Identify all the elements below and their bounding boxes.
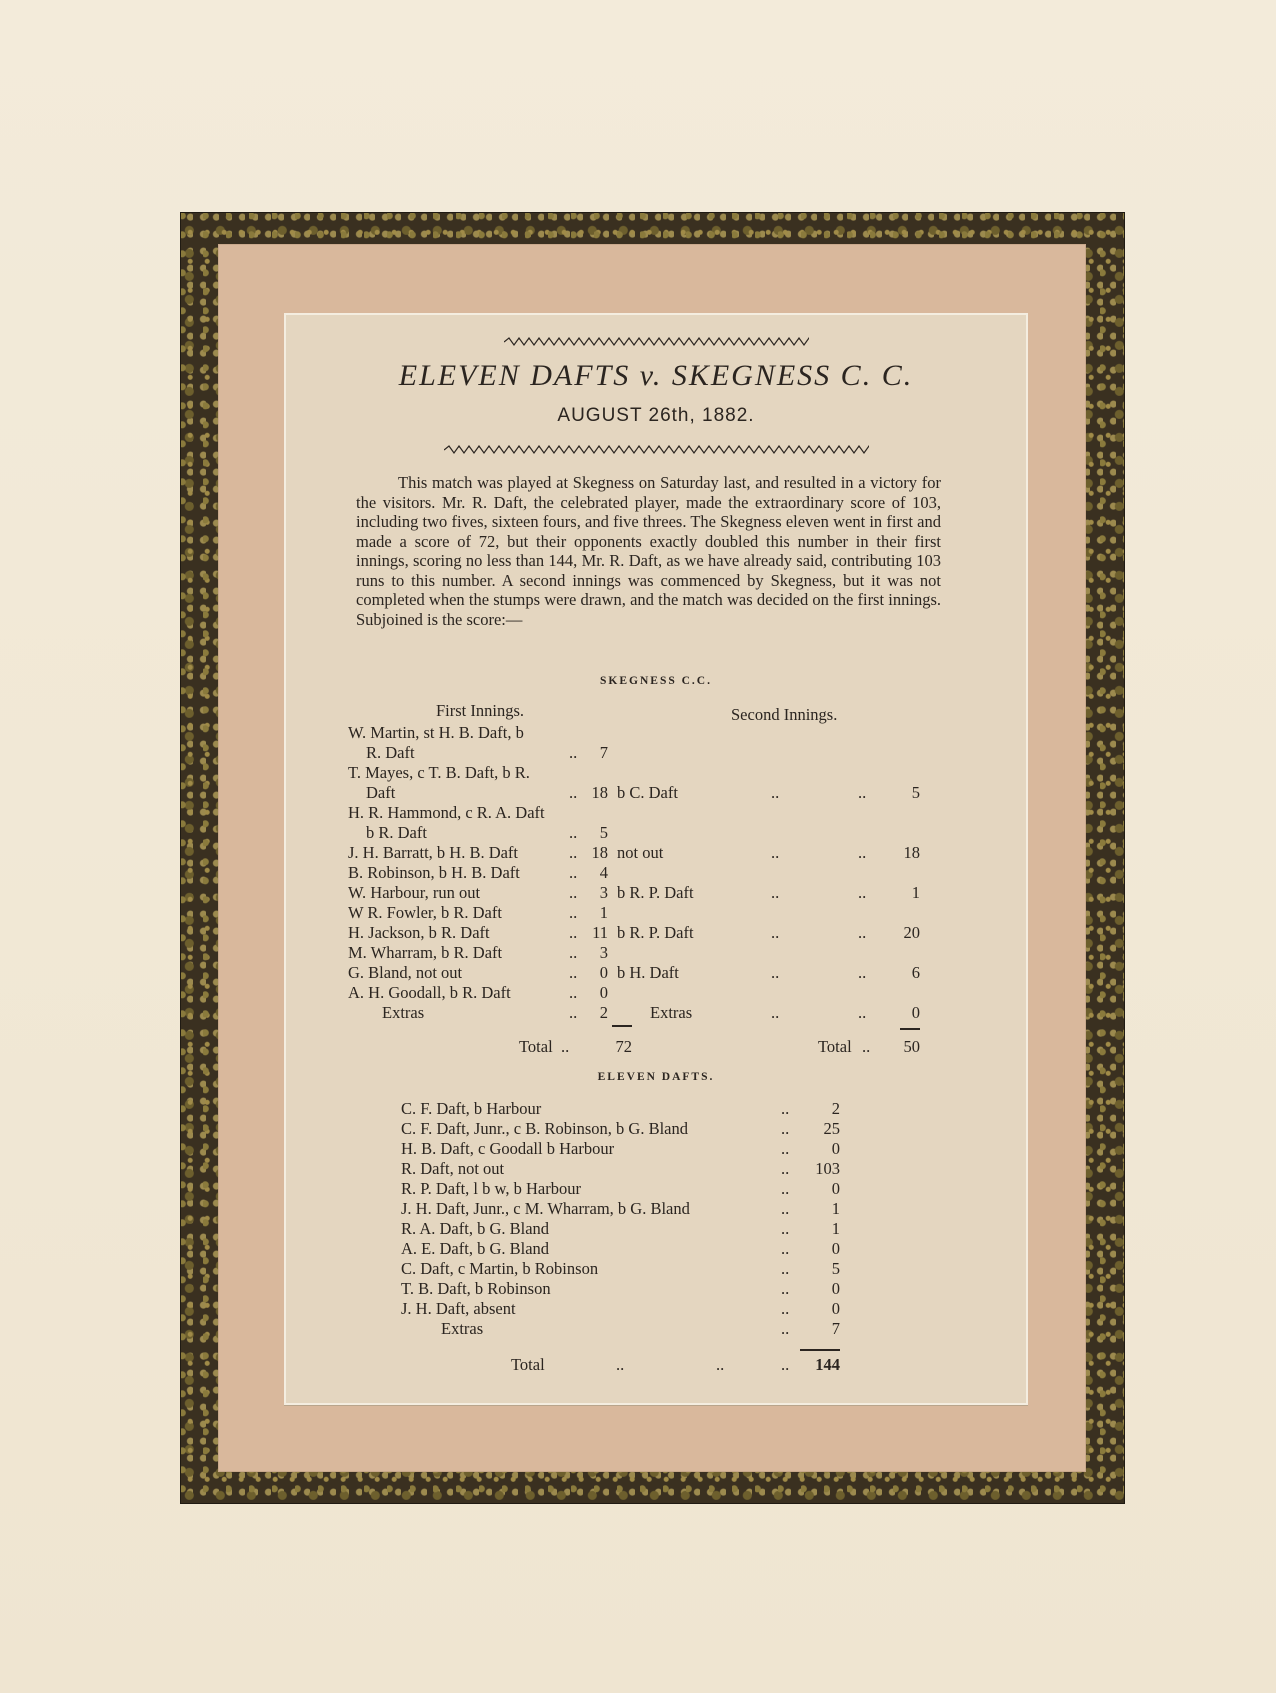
first-dots: .. — [569, 743, 578, 762]
second-dots-a: .. — [771, 883, 780, 902]
daft-batsman-row — [286, 1239, 1026, 1259]
first-innings-runs: 5 — [599, 823, 608, 842]
first-innings-runs: 7 — [599, 743, 608, 762]
batsman-name: W. Harbour, run out — [348, 883, 481, 902]
daft-runs: 0 — [831, 1179, 840, 1198]
second-dots-a: .. — [771, 783, 780, 802]
second-dots-b: .. — [858, 1003, 867, 1022]
second-innings-label: Second Innings. — [731, 705, 838, 724]
daft-runs: 0 — [831, 1279, 840, 1298]
daft-batsman-row — [286, 1319, 1026, 1339]
skegness-row — [286, 843, 1026, 863]
dafts-total-dots-3: .. — [781, 1355, 790, 1374]
daft-batsman-name: H. B. Daft, c Goodall b Harbour — [401, 1139, 615, 1158]
skegness-heading: SKEGNESS C.C. — [600, 675, 712, 687]
batsman-name: Daft — [366, 783, 396, 802]
first-innings-runs: 1 — [599, 903, 608, 922]
skegness-row-line1 — [286, 803, 1026, 823]
first-dots: .. — [569, 903, 578, 922]
daft-dots: .. — [781, 1199, 790, 1218]
eleven-dafts-heading: ELEVEN DAFTS. — [597, 1071, 715, 1083]
daft-dots: .. — [781, 1239, 790, 1258]
daft-runs: 1 — [831, 1219, 840, 1238]
dafts-total-dots-1: .. — [616, 1355, 625, 1374]
first-dots: .. — [569, 883, 578, 902]
daft-batsman-name: Extras — [441, 1319, 484, 1338]
daft-dots: .. — [781, 1299, 790, 1318]
second-innings-dismissal: not out — [617, 843, 664, 862]
batsman-name: R. Daft — [366, 743, 415, 762]
daft-batsman-row — [286, 1119, 1026, 1139]
first-innings-runs: 18 — [591, 783, 608, 802]
batsman-name: W. Martin, st H. B. Daft, b — [348, 723, 524, 742]
batsman-name: J. H. Barratt, b H. B. Daft — [348, 843, 519, 862]
daft-batsman-row — [286, 1219, 1026, 1239]
daft-batsman-name: C. Daft, c Martin, b Robinson — [401, 1259, 599, 1278]
first-dots: .. — [569, 983, 578, 1002]
daft-dots: .. — [781, 1099, 790, 1118]
batsman-name: M. Wharram, b R. Daft — [348, 943, 503, 962]
batsman-name: b R. Daft — [366, 823, 427, 842]
second-innings-runs: 0 — [911, 1003, 920, 1022]
batsman-name: H. Jackson, b R. Daft — [348, 923, 490, 942]
second-innings-runs: 1 — [911, 883, 920, 902]
daft-runs: 2 — [831, 1099, 840, 1118]
skegness-row — [286, 743, 1026, 763]
skegness-row — [286, 1003, 1026, 1023]
skegness-row — [286, 783, 1026, 803]
skegness-total-row — [286, 1037, 1026, 1057]
daft-batsman-row — [286, 1259, 1026, 1279]
daft-batsman-name: T. B. Daft, b Robinson — [401, 1279, 551, 1298]
skegness-row — [286, 983, 1026, 1003]
daft-dots: .. — [781, 1319, 790, 1338]
batsman-name: A. H. Goodall, b R. Daft — [348, 983, 511, 1002]
first-dots: .. — [569, 843, 578, 862]
daft-batsman-name: R. A. Daft, b G. Bland — [401, 1219, 550, 1238]
batsman-name: G. Bland, not out — [348, 963, 463, 982]
batsman-name: T. Mayes, c T. B. Daft, b R. — [348, 763, 530, 782]
first-dots: .. — [569, 963, 578, 982]
daft-batsman-row — [286, 1099, 1026, 1119]
total-dots: .. — [561, 1037, 570, 1056]
match-date: AUGUST 26th, 1882. — [557, 405, 755, 426]
second-dots-b: .. — [858, 923, 867, 942]
daft-dots: .. — [781, 1279, 790, 1298]
daft-dots: .. — [781, 1259, 790, 1278]
total-second-innings: 50 — [903, 1037, 920, 1056]
total-label: Total — [519, 1037, 553, 1056]
first-innings-total-rule — [612, 1025, 632, 1027]
scorecard-page — [284, 313, 1028, 1405]
daft-batsman-name: J. H. Daft, absent — [401, 1299, 516, 1318]
first-dots: .. — [569, 943, 578, 962]
batsman-name: W R. Fowler, b R. Daft — [348, 903, 502, 922]
total-first-innings: 72 — [615, 1037, 632, 1056]
second-dots-b: .. — [858, 963, 867, 982]
second-dots-a: .. — [771, 843, 780, 862]
skegness-row — [286, 883, 1026, 903]
second-innings-runs: 6 — [911, 963, 920, 982]
second-dots-a: .. — [771, 923, 780, 942]
second-dots-a: .. — [771, 963, 780, 982]
first-innings-runs: 3 — [599, 943, 608, 962]
skegness-row — [286, 963, 1026, 983]
daft-runs: 103 — [815, 1159, 840, 1178]
second-dots-b: .. — [858, 783, 867, 802]
dafts-total-dots-2: .. — [716, 1355, 725, 1374]
first-dots: .. — [569, 863, 578, 882]
daft-batsman-name: C. F. Daft, b Harbour — [401, 1099, 542, 1118]
first-innings-runs: 3 — [599, 883, 608, 902]
second-innings-runs: 5 — [911, 783, 920, 802]
daft-runs: 1 — [831, 1199, 840, 1218]
daft-batsman-name: J. H. Daft, Junr., c M. Wharram, b G. Bland — [401, 1199, 690, 1218]
page-title: ELEVEN DAFTS v. SKEGNESS C. C. — [398, 359, 914, 392]
skegness-row — [286, 923, 1026, 943]
dafts-total-value: 144 — [815, 1355, 840, 1374]
skegness-row — [286, 903, 1026, 923]
first-innings-label: First Innings. — [436, 701, 525, 720]
daft-batsman-row — [286, 1159, 1026, 1179]
daft-batsman-row — [286, 1279, 1026, 1299]
daft-runs: 0 — [831, 1239, 840, 1258]
first-innings-runs: 11 — [592, 923, 608, 942]
daft-batsman-name: C. F. Daft, Junr., c B. Robinson, b G. Bland — [401, 1119, 688, 1138]
first-dots: .. — [569, 1003, 578, 1022]
second-dots-b: .. — [858, 843, 867, 862]
dafts-total-rule — [800, 1349, 840, 1351]
second-innings-dismissal: b R. P. Daft — [617, 883, 694, 902]
second-innings-runs: 18 — [903, 843, 920, 862]
daft-runs: 5 — [831, 1259, 840, 1278]
daft-batsman-name: A. E. Daft, b G. Bland — [401, 1239, 550, 1258]
daft-batsman-row — [286, 1139, 1026, 1159]
skegness-row — [286, 823, 1026, 843]
daft-dots: .. — [781, 1179, 790, 1198]
daft-batsman-row — [286, 1299, 1026, 1319]
batsman-name: H. R. Hammond, c R. A. Daft — [348, 803, 545, 822]
batsman-name: B. Robinson, b H. B. Daft — [348, 863, 520, 882]
first-innings-runs: 4 — [599, 863, 608, 882]
daft-batsman-name: R. P. Daft, l b w, b Harbour — [401, 1179, 581, 1198]
skegness-row-line1 — [286, 763, 1026, 783]
match-report-text: This match was played at Skegness on Saturday last, and resulted in a victory for the visitors. Mr. R. Daft, the celebrated player, made the extraordinary score of 103, including two fives, sixteen fours, and five threes. The Skegness eleven went in first and made a score of 72, but their opponents exactly doubled this number in their first innings, scoring no less than 144, Mr. R. Daft, as we have already said, contributing 103 runs to this number. A second innings was commenced by Skegness, but it was not completed when the stumps were drawn, and the match was decided on the first innings. Subjoined is the score:— — [356, 473, 941, 629]
second-innings-dismissal: b C. Daft — [617, 783, 678, 802]
total-label-second: Total — [818, 1037, 852, 1056]
daft-batsman-row — [286, 1179, 1026, 1199]
first-dots: .. — [569, 783, 578, 802]
middle-wavy-rule — [444, 445, 869, 455]
first-dots: .. — [569, 923, 578, 942]
daft-dots: .. — [781, 1159, 790, 1178]
first-innings-runs: 2 — [599, 1003, 608, 1022]
daft-batsman-row — [286, 1199, 1026, 1219]
daft-dots: .. — [781, 1219, 790, 1238]
top-wavy-rule — [504, 337, 809, 347]
skegness-row — [286, 943, 1026, 963]
second-innings-runs: 20 — [903, 923, 920, 942]
daft-batsman-name: R. Daft, not out — [401, 1159, 505, 1178]
daft-dots: .. — [781, 1119, 790, 1138]
first-dots: .. — [569, 823, 578, 842]
first-innings-runs: 18 — [591, 843, 608, 862]
second-dots-a: .. — [771, 1003, 780, 1022]
second-innings-total-rule — [900, 1028, 920, 1030]
batsman-name: Extras — [382, 1003, 425, 1022]
first-innings-runs: 0 — [599, 963, 608, 982]
skegness-row-line1 — [286, 723, 1026, 743]
second-innings-dismissal: b R. P. Daft — [617, 923, 694, 942]
second-innings-dismissal: b H. Daft — [617, 963, 679, 982]
daft-runs: 0 — [831, 1299, 840, 1318]
total-dots-second: .. — [862, 1037, 871, 1056]
match-report — [356, 473, 941, 629]
daft-runs: 0 — [831, 1139, 840, 1158]
daft-runs: 25 — [823, 1119, 840, 1138]
skegness-row — [286, 863, 1026, 883]
second-dots-b: .. — [858, 883, 867, 902]
daft-runs: 7 — [831, 1319, 840, 1338]
second-innings-dismissal: Extras — [650, 1003, 693, 1022]
dafts-total-label: Total — [511, 1355, 545, 1374]
dafts-total-row — [286, 1355, 1026, 1375]
first-innings-runs: 0 — [599, 983, 608, 1002]
daft-dots: .. — [781, 1139, 790, 1158]
